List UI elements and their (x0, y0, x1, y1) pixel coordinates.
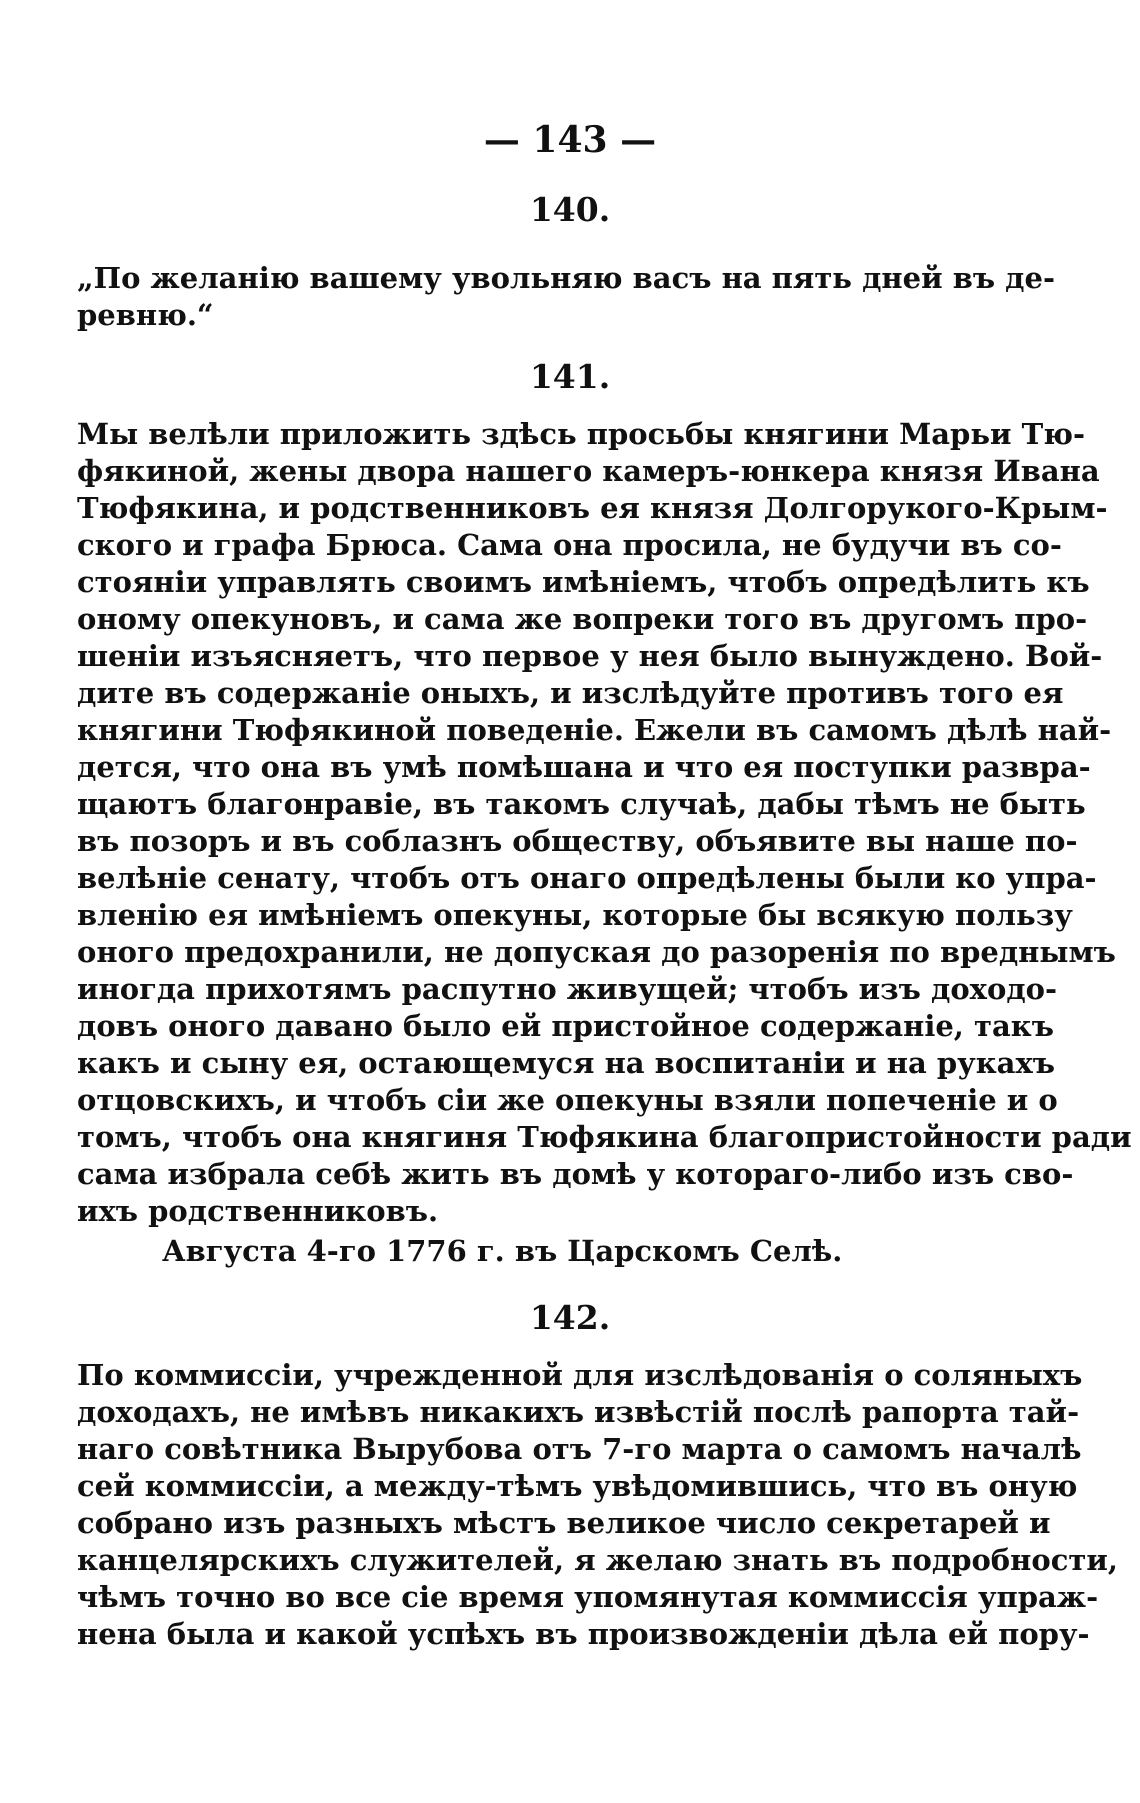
text-line: Мы велѣли приложить здѣсь просьбы княгини Марьи Тю- (77, 417, 1085, 451)
text-line: довъ оного давано было ей пристойное содержаніе, такъ (77, 1009, 1054, 1043)
text-line: щаютъ благонравіе, въ такомъ случаѣ, дабы тѣмъ не быть (77, 787, 1086, 821)
text-line: въ позоръ и въ соблазнъ обществу, объявите вы наше по- (77, 824, 1078, 858)
text-line: дется, что она въ умѣ помѣшана и что ея поступки развра- (77, 750, 1091, 784)
text-line: стояніи управлять своимъ имѣніемъ, чтобъ опредѣлить къ (77, 565, 1090, 599)
text-line: канцелярскихъ служителей, я желаю знать въ подробности, (77, 1543, 1118, 1577)
text-line: По коммиссіи, учрежденной для изслѣдованія о соляныхъ (77, 1358, 1083, 1392)
text-line: велѣніе сенату, чтобъ отъ онаго опредѣлены были ко упра- (77, 861, 1097, 895)
text-line: нена была и какой успѣхъ въ произвожденіи дѣла ей пору- (77, 1617, 1090, 1651)
text-line: ихъ родственниковъ. (77, 1194, 439, 1228)
text-line: какъ и сыну ея, остающемуся на воспитаніи и на рукахъ (77, 1046, 1055, 1080)
text-line: ревню.“ (77, 298, 214, 332)
text-line: оного предохранили, не допуская до разоренія по вреднымъ (77, 935, 1116, 969)
text-line: „По желанію вашему увольняю васъ на пять дней въ де- (77, 261, 1055, 295)
section-number-142: 142. (529, 1298, 611, 1337)
text-line: наго совѣтника Вырубова отъ 7-го марта о самомъ началѣ (77, 1432, 1082, 1466)
text-line: княгини Тюфякиной поведеніе. Ежели въ самомъ дѣлѣ най- (77, 713, 1112, 747)
text-line: сама избрала себѣ жить въ домѣ у котораго-либо изъ сво- (77, 1157, 1074, 1191)
text-line: отцовскихъ, и чтобъ сіи же опекуны взяли попеченіе и о (77, 1083, 1058, 1117)
date-line: Августа 4-го 1776 г. въ Царскомъ Селѣ. (162, 1234, 843, 1268)
text-line: Тюфякина, и родственниковъ ея князя Долгорукого-Крым- (77, 491, 1108, 525)
text-line: оному опекуновъ, и сама же вопреки того въ другомъ про- (77, 602, 1088, 636)
page-number: — 143 — (483, 119, 657, 161)
text-line: шеніи изъясняетъ, что первое у нея было вынуждено. Вой- (77, 639, 1103, 673)
text-line: дите въ содержаніе оныхъ, и изслѣдуйте противъ того ея (77, 676, 1064, 710)
text-line: собрано изъ разныхъ мѣстъ великое число секретарей и (77, 1506, 1051, 1540)
text-line: иногда прихотямъ распутно живущей; чтобъ изъ доходо- (77, 972, 1058, 1006)
text-line: сей коммиссіи, а между-тѣмъ увѣдомившись, что въ оную (77, 1469, 1078, 1503)
text-line: ского и графа Брюса. Сама она просила, не будучи въ со- (77, 528, 1062, 562)
text-line: чѣмъ точно во все сіе время упомянутая коммиссія упраж- (77, 1580, 1099, 1614)
section-number-140: 140. (529, 190, 611, 229)
section-number-141: 141. (529, 357, 611, 396)
text-line: томъ, чтобъ она княгиня Тюфякина благопристойности ради (77, 1120, 1132, 1154)
text-line: вленію ея имѣніемъ опекуны, которые бы всякую пользу (77, 898, 1073, 932)
text-line: доходахъ, не имѣвъ никакихъ извѣстій послѣ рапорта тай- (77, 1395, 1080, 1429)
text-line: фякиной, жены двора нашего камеръ-юнкера князя Ивана (77, 454, 1100, 488)
